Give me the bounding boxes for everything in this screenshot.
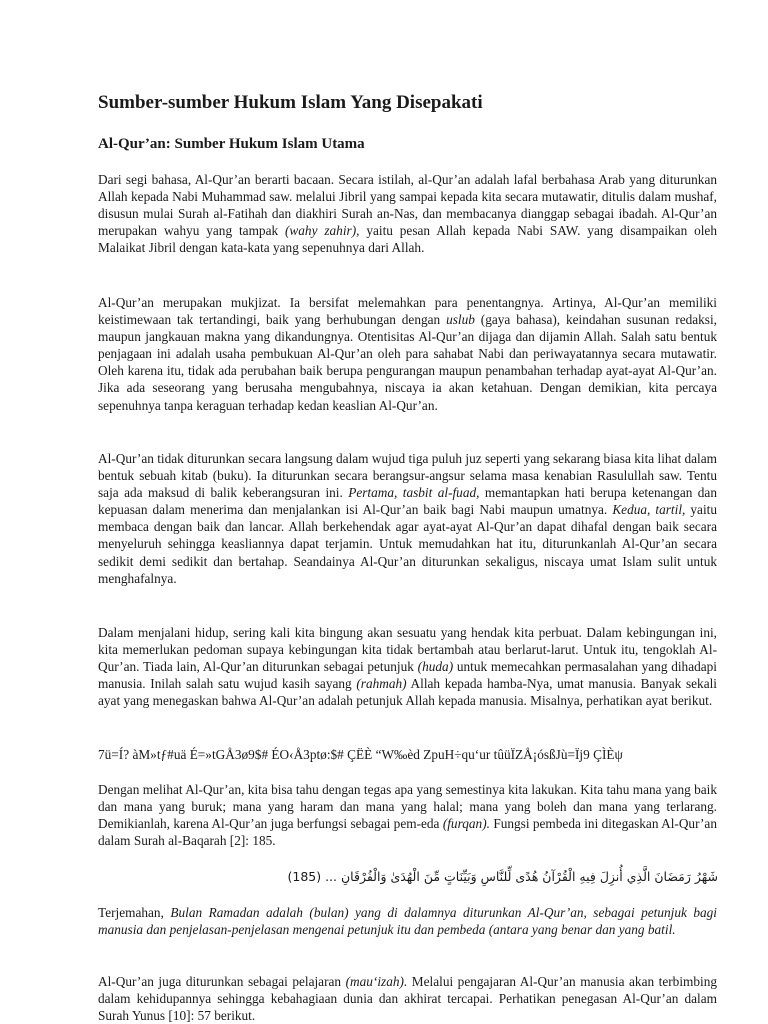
paragraph-gradual-revelation [98,450,717,587]
italic-term: Kedua, tartil, [612,502,686,518]
section-heading: Al-Qur’an: Sumber Hukum Islam Utama [98,136,365,152]
paragraph-furqan [98,781,717,849]
italic-term: (furqan). [442,816,490,832]
paragraph-translation [98,904,717,938]
paragraph-text: Allah kepada hamba-Nya, umat manusia. Banyak sekali ayat yang menegaskan bahwa Al-Qur’an adalah petunjuk Allah kepada manusia. Misalnya, perhatikan ayat berikut. [98,676,717,709]
italic-term: uslub [446,312,475,328]
italic-term: (huda) [417,659,454,675]
paragraph-guidance [98,624,717,709]
document-title: Sumber-sumber Hukum Islam Yang Disepakati [98,92,483,113]
paragraph-text: Dengan melihat Al-Qur’an, kita bisa tahu dengan tegas apa yang semestinya kita lakukan. Kita tahu mana yang baik dan mana yang buruk; mana yang haram dan mana yang halal; mana yang boleh dan mana yang terlarang. Demikianlah, karena Al-Qur’an juga berfungsi sebagai pem-eda [98,782,717,832]
italic-term: Pertama, tasbit al-fuad, [348,485,480,501]
paragraph-miracle [98,294,717,414]
paragraph-text: memantapkan hati berupa ketenangan dan kepuasan dalam menerima dan menjalankan isi Al-Qur’an baik bagi Nabi maupun umatnya. [98,485,717,518]
italic-term: (mau‘izah). [345,974,408,989]
paragraph-text: Terjemahan, [98,905,171,920]
italic-term: (rahmah) [356,676,407,692]
paragraph-text: Al-Qur’an juga diturunkan sebagai pelajaran [98,974,346,989]
arabic-verse: شَهْرُ رَمَضَانَ الَّذِي أُنزِلَ فِيهِ الْقُرْآنُ هُدًى لِّلنَّاسِ وَبَيِّنَاتٍ مِّنَ الْهُدَىٰ وَالْفُرْقَانِ ... (185) [287,869,718,884]
paragraph-text: Al-Qur’an merupakan mukjizat. Ia bersifat melemahkan para penentangnya. Artinya, Al-Qur’an memiliki keistimewaan tak tertandingi, baik yang berhubungan dengan [98,295,717,328]
paragraph-text: Fungsi pembeda ini ditegaskan Al-Qur’an dalam Surah al-Baqarah [2]: 185. [98,816,717,849]
paragraph-text: Melalui pengajaran Al-Qur’an manusia akan terbimbing dalam kehidupannya sehingga kebahagiaan dunia dan akhirat tercapai. Perhatikan penegasan Al-Qur’an dalam Surah Yunus [10]: 57 berikut. [98,974,718,1024]
paragraph-text: yaitu membaca dengan baik dan lancar. Allah berkehendak agar ayat-ayat Al-Qur’an dapat dihafal dengan baik secara menyeluruh sehingga keasliannya dapat terjamin. Untuk memudahkan hat itu, diturunkanlah Al-Qur’an secara sedikit demi sedikit dan bertahap. Seandainya Al-Qur’an diturunkan sekaligus, niscaya umat Islam sulit untuk menghafalnya. [98,502,717,586]
paragraph-text: (gaya bahasa), keindahan susunan redaksi, maupun jangkauan makna yang dikandungnya. Otentisitas Al-Qur’an dijaga dan dijamin Allah. Salah satu bentuk penjagaan ini adalah usaha pembukuan Al-Qur’an oleh para sahabat Nabi dan periwayatannya secara mutawatir. Oleh karena itu, tidak ada perubahan baik berupa pengurangan maupun penambahan terhadap ayat-ayat Al-Qur’an. Jika ada seseorang yang berusaha mengubahnya, niscaya ia akan ketahuan. Dengan demikian, kita percaya sepenuhnya tanpa keraguan terhadap kedan keaslian Al-Qur’an. [98,312,717,413]
paragraph-definition [98,171,717,256]
paragraph-lesson [98,973,717,1024]
italic-term: (wahy zahir), [284,223,360,239]
paragraph-text: Dari segi bahasa, Al-Qur’an berarti bacaan. Secara istilah, al-Qur’an adalah lafal berbahasa Arab yang diturunkan Allah kepada Nabi Muhammad saw. melalui Jibril yang sampai kepada kita secara mutawatir, ditulis dalam mushaf, disusun mulai Surah al-Fatihah dan diakhiri Surah an-Nas, dan membacanya dianggap sebagai ibadah. Al-Qur’an merupakan wahyu yang tampak [98,172,717,239]
paragraph-text: untuk memecahkan permasalahan yang dihadapi manusia. Inilah salah satu wujud kasih sayang [98,659,717,692]
paragraph-text: Dalam menjalani hidup, sering kali kita bingung akan sesuatu yang hendak kita perbuat. Dalam kebingungan ini, kita memerlukan pedoman supaya kebingungan kita tidak bertambah atau berlarut-larut. Untuk itu, tengoklah Al-Qur’an. Tiada lain, Al-Qur’an diturunkan sebagai petunjuk [98,625,717,675]
italic-term: Bulan Ramadan adalah (bulan) yang di dalamnya diturunkan Al-Qur’an, sebagai petunjuk bagi manusia dan penjelasan-penjelasan mengenai petunjuk itu dan pembeda (antara yang benar dan yang batil. [98,905,718,938]
paragraph-text: Al-Qur’an tidak diturunkan secara langsung dalam wujud tiga puluh juz seperti yang sekarang biasa kita lihat dalam bentuk sebuah kitab (buku). Ia diturunkan secara berangsur-angsur selama masa kenabian Rasulullah saw. Tentu saja ada maksud di balik keberangsuran ini. [98,451,717,501]
paragraph-text: yaitu pesan Allah kepada Nabi SAW. yang disampaikan oleh Malaikat Jibril dengan kata-kata yang sepenuhnya dari Allah. [98,223,717,256]
verse-garbled-text: 7ü=Í? àM»tƒ#uä É=»tGÅ3ø9$# ÉO‹Å3ptø:$# ÇËÈ “W‰èd ZpuH÷qu‘ur tûüÏZÅ¡ósßJù=Ïj9 ÇÌÈψ [98,747,623,762]
